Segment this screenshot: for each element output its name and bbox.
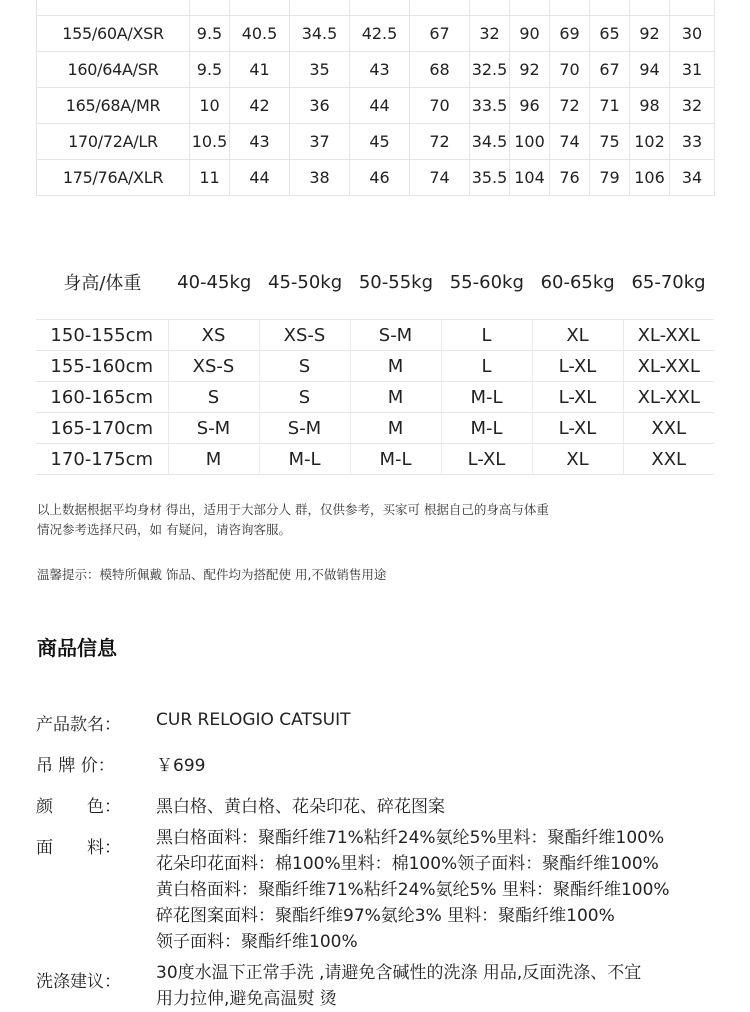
measurement-cell: 11 (190, 160, 230, 196)
measurement-cell: 32 (470, 16, 510, 52)
fabric-value (156, 825, 716, 955)
measurement-cell: 67 (410, 16, 470, 52)
table-row (37, 16, 715, 52)
size-cell: XL (532, 444, 623, 475)
size-cell: XL-XXL (623, 382, 714, 413)
size-recommendation-table (36, 319, 714, 475)
measurement-cell: 44 (350, 88, 410, 124)
size-cell: XS-S (259, 320, 350, 351)
measurement-cell: 65 (590, 16, 630, 52)
measurement-cell: 40.5 (230, 16, 290, 52)
measurement-cell: 34.5 (290, 16, 350, 52)
fabric-label: 面 料： (36, 838, 121, 858)
warm-tip: 温馨提示：模特所佩戴 饰品、配件均为搭配使 用,不做销售用途 (37, 567, 387, 582)
size-note-line: 以上数据根据平均身材 得出，适用于大部分人 群，仅供参考，买家可 根据自己的身高与体重 (37, 502, 549, 517)
table-row (37, 52, 715, 88)
height-range-cell: 165-170cm (36, 413, 168, 444)
table-row (36, 413, 714, 444)
color-label: 颜 色： (36, 797, 121, 817)
size-cell: XL-XXL (623, 320, 714, 351)
product-name-value: CUR RELOGIO CATSUIT (156, 710, 351, 730)
size-cell: M (350, 351, 441, 382)
measurement-cell: 35 (290, 52, 350, 88)
measurement-cell: 94 (630, 52, 670, 88)
size-cell: S (259, 351, 350, 382)
measurement-cell: 102 (630, 124, 670, 160)
fabric-line: 领子面料：聚酯纤维100% (156, 932, 358, 952)
measurement-cell: 9.5 (190, 16, 230, 52)
measurement-cell: 33.5 (470, 88, 510, 124)
size-note (37, 500, 677, 540)
measurement-cell: 38 (290, 160, 350, 196)
size-cell: XL (532, 320, 623, 351)
size-cell: XL-XXL (623, 351, 714, 382)
height-weight-header: 身高/体重 (63, 273, 142, 294)
size-cell: M (350, 413, 441, 444)
fabric-line: 黑白格面料：聚酯纤维71%粘纤24%氨纶5%里料：聚酯纤维100% (156, 828, 665, 848)
fabric-line: 碎花图案面料：聚酯纤维97%氨纶3% 里料：聚酯纤维100% (156, 906, 615, 926)
product-info-title: 商品信息 (37, 636, 117, 660)
measurement-cell: 34 (670, 160, 715, 196)
measurement-cell: 9.5 (190, 52, 230, 88)
measurement-cell: 70 (550, 52, 590, 88)
table-row (37, 160, 715, 196)
measurement-cell: 67 (590, 52, 630, 88)
measurement-cell: 75 (590, 124, 630, 160)
size-cell: M-L (441, 413, 532, 444)
size-code-cell: 165/68A/MR (37, 88, 190, 124)
size-code-cell: 155/60A/XSR (37, 16, 190, 52)
table-row (36, 382, 714, 413)
size-cell: L (441, 351, 532, 382)
measurement-cell: 79 (590, 160, 630, 196)
measurement-cell: 106 (630, 160, 670, 196)
measurement-table (36, 0, 715, 196)
measurement-cell: 74 (550, 124, 590, 160)
size-cell: L (441, 320, 532, 351)
wash-line: 30度水温下正常手洗 ,请避免含碱性的洗涤 用品,反面洗涤、不宜 (156, 963, 642, 983)
size-cell: M (350, 382, 441, 413)
size-code-cell: 175/76A/XLR (37, 160, 190, 196)
size-note-line: 情况参考选择尺码，如 有疑问，请咨询客服。 (37, 522, 291, 537)
measurement-cell: 32.5 (470, 52, 510, 88)
measurement-cell: 45 (350, 124, 410, 160)
measurement-cell: 35.5 (470, 160, 510, 196)
measurement-cell: 72 (550, 88, 590, 124)
measurement-cell: 96 (510, 88, 550, 124)
table-row (37, 88, 715, 124)
wash-label: 洗涤建议： (36, 972, 121, 992)
color-value: 黑白格、黄白格、花朵印花、碎花图案 (156, 797, 445, 817)
measurement-cell: 72 (410, 124, 470, 160)
measurement-cell: 71 (590, 88, 630, 124)
size-cell: S-M (168, 413, 259, 444)
size-cell: L-XL (532, 351, 623, 382)
measurement-cell: 43 (230, 124, 290, 160)
size-cell: XXL (623, 444, 714, 475)
weight-range-header: 50-55kg (358, 271, 434, 293)
weight-range-header: 45-50kg (268, 271, 343, 293)
size-cell: XS-S (168, 351, 259, 382)
measurement-cell: 92 (630, 16, 670, 52)
measurement-cell: 90 (510, 16, 550, 52)
size-cell: M (168, 444, 259, 475)
measurement-cell: 100 (510, 124, 550, 160)
weight-range-header: 55-60kg (449, 271, 524, 293)
size-cell: S-M (350, 320, 441, 351)
table-row (36, 444, 714, 475)
table-row (36, 320, 714, 351)
weight-range-header: 60-65kg (540, 271, 615, 293)
measurement-cell: 69 (550, 16, 590, 52)
size-cell: M-L (350, 444, 441, 475)
size-cell: XS (168, 320, 259, 351)
measurement-cell: 33 (670, 124, 715, 160)
weight-range-header: 65-70kg (631, 271, 706, 293)
wash-value (156, 960, 716, 1012)
size-cell: M-L (441, 382, 532, 413)
height-range-cell: 170-175cm (36, 444, 168, 475)
measurement-table-container (36, 0, 714, 196)
price-label: 吊 牌 价： (36, 756, 115, 776)
size-cell: S (168, 382, 259, 413)
measurement-cell: 42.5 (350, 16, 410, 52)
measurement-cell: 104 (510, 160, 550, 196)
height-range-cell: 160-165cm (36, 382, 168, 413)
measurement-cell: 43 (350, 52, 410, 88)
wash-line: 用力拉伸,避免高温熨 烫 (156, 989, 337, 1009)
measurement-cell: 37 (290, 124, 350, 160)
measurement-cell: 74 (410, 160, 470, 196)
table-row (36, 351, 714, 382)
weight-range-header: 40-45kg (177, 271, 252, 293)
fabric-line: 黄白格面料：聚酯纤维71%粘纤24%氨纶5% 里料：聚酯纤维100% (156, 880, 670, 900)
measurement-cell: 76 (550, 160, 590, 196)
size-cell: S (259, 382, 350, 413)
measurement-cell: 31 (670, 52, 715, 88)
measurement-cell: 30 (670, 16, 715, 52)
size-cell: L-XL (441, 444, 532, 475)
size-cell: L-XL (532, 413, 623, 444)
height-range-cell: 150-155cm (36, 320, 168, 351)
price-value: ￥699 (156, 756, 206, 776)
measurement-cell: 34.5 (470, 124, 510, 160)
size-code-cell: 160/64A/SR (37, 52, 190, 88)
measurement-cell: 92 (510, 52, 550, 88)
measurement-cell: 10.5 (190, 124, 230, 160)
product-name-label: 产品款名： (36, 715, 121, 735)
measurement-cell: 44 (230, 160, 290, 196)
measurement-cell: 98 (630, 88, 670, 124)
measurement-cell: 10 (190, 88, 230, 124)
measurement-cell: 32 (670, 88, 715, 124)
size-cell: M-L (259, 444, 350, 475)
size-code-cell: 170/72A/LR (37, 124, 190, 160)
size-cell: L-XL (532, 382, 623, 413)
height-range-cell: 155-160cm (36, 351, 168, 382)
measurement-cell: 70 (410, 88, 470, 124)
measurement-cell: 68 (410, 52, 470, 88)
size-cell: S-M (259, 413, 350, 444)
measurement-cell: 46 (350, 160, 410, 196)
measurement-cell: 36 (290, 88, 350, 124)
size-recommendation (36, 262, 714, 475)
size-cell: XXL (623, 413, 714, 444)
table-row (37, 124, 715, 160)
measurement-cell: 42 (230, 88, 290, 124)
table-row-cropped (37, 0, 715, 16)
fabric-line: 花朵印花面料：棉100%里料：棉100%领子面料：聚酯纤维100% (156, 854, 659, 874)
size-recommendation-header (36, 262, 714, 302)
measurement-cell: 41 (230, 52, 290, 88)
